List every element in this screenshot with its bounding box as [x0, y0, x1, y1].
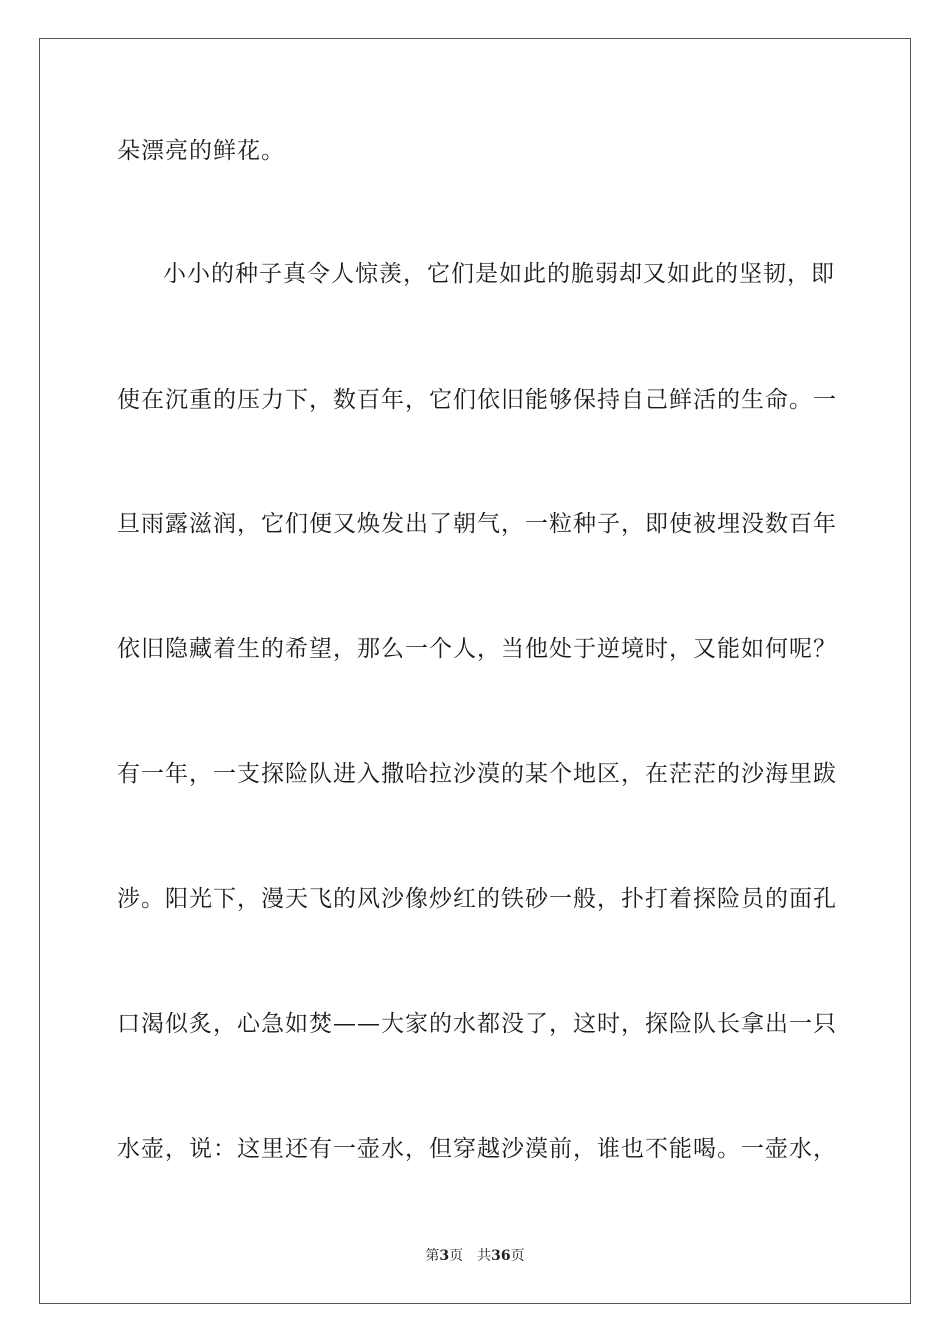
body-text-line: 使在沉重的压力下，数百年，它们依旧能够保持自己鲜活的生命。一 — [117, 387, 837, 413]
body-text-line: 朵漂亮的鲜花。 — [117, 138, 285, 164]
body-text-line: 依旧隐藏着生的希望，那么一个人，当他处于逆境时，又能如何呢？ — [117, 636, 837, 662]
body-text-line: 口渴似炙，心急如焚——大家的水都没了，这时，探险队长拿出一只 — [117, 1011, 837, 1037]
total-page-count: 36 — [491, 1248, 511, 1264]
page-footer — [0, 1247, 950, 1265]
current-page-number: 3 — [439, 1248, 450, 1264]
page-label-prefix: 第 — [425, 1248, 440, 1264]
body-text-line: 水壶，说：这里还有一壶水，但穿越沙漠前，谁也不能喝。一壶水， — [117, 1136, 837, 1162]
body-text-line: 有一年，一支探险队进入撒哈拉沙漠的某个地区，在茫茫的沙海里跋 — [117, 761, 837, 787]
page-label-suffix: 页 — [449, 1248, 464, 1264]
total-label-suffix: 页 — [510, 1248, 525, 1264]
total-label-prefix: 共 — [477, 1248, 492, 1264]
body-text-line: 旦雨露滋润，它们便又焕发出了朝气，一粒种子，即使被埋没数百年 — [117, 511, 837, 537]
body-text-line: 涉。阳光下，漫天飞的风沙像炒红的铁砂一般，扑打着探险员的面孔 — [117, 886, 837, 912]
paragraph-first-line: 小小的种子真令人惊羡，它们是如此的脆弱却又如此的坚韧，即 — [163, 261, 835, 287]
page-border — [39, 38, 911, 1304]
